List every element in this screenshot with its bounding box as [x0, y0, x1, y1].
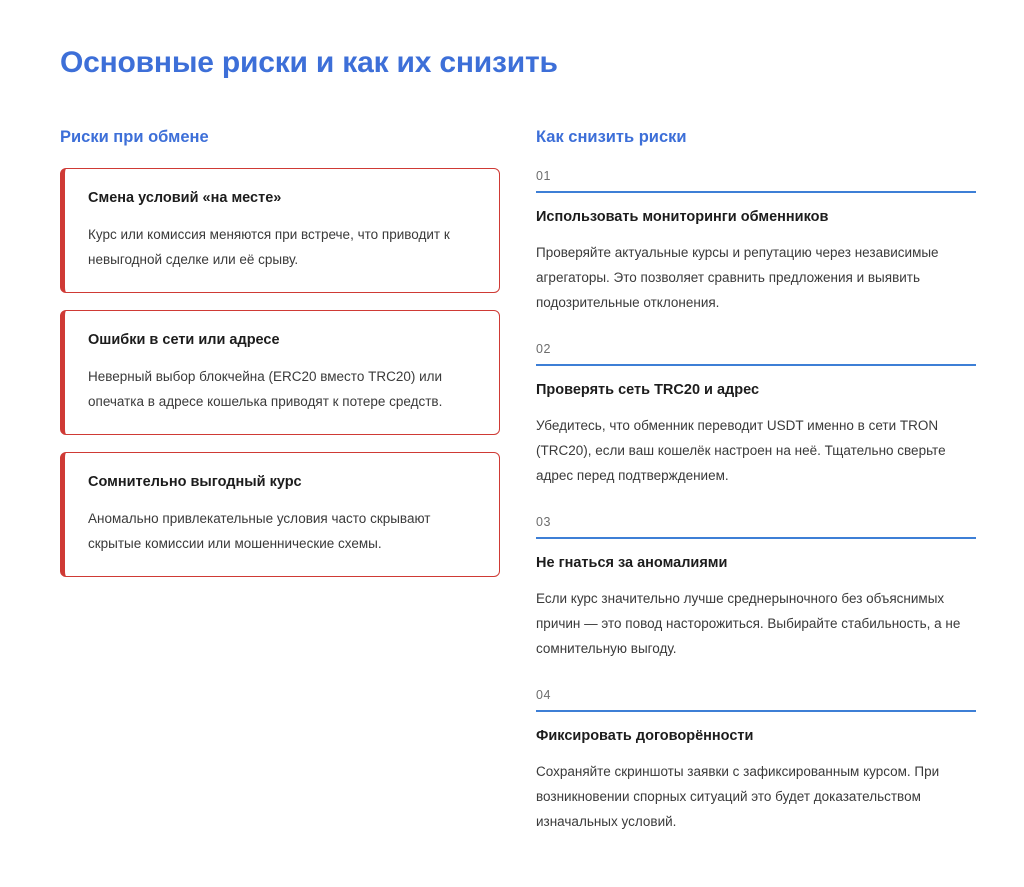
mitigation-step	[536, 514, 976, 661]
step-number: 01	[536, 168, 976, 193]
page-title: Основные риски и как их снизить	[60, 46, 558, 79]
mitigation-step-list	[536, 168, 976, 834]
risk-card-text: Аномально привлекательные условия часто скрывают скрытые комиссии или мошеннические схемы.	[88, 511, 431, 551]
content-columns	[60, 126, 964, 834]
step-text: Убедитесь, что обменник переводит USDT именно в сети TRON (TRC20), если ваш кошелёк настроен на неё. Тщательно сверьте адрес перед подтверждением.	[536, 418, 946, 483]
risk-card	[60, 168, 500, 293]
risk-card-text: Курс или комиссия меняются при встрече, что приводит к невыгодной сделке или её срыву.	[88, 227, 450, 267]
risk-card-title: Смена условий «на месте»	[88, 190, 282, 206]
mitigation-step	[536, 687, 976, 834]
mitigation-step	[536, 341, 976, 488]
step-text: Если курс значительно лучше среднерыночного без объяснимых причин — это повод насторожиться. Выбирайте стабильность, а не сомнительную выгоду.	[536, 591, 961, 656]
step-number: 02	[536, 341, 976, 366]
step-number: 03	[536, 514, 976, 539]
step-number: 04	[536, 687, 976, 712]
mitigation-column	[536, 126, 976, 834]
risks-section-heading: Риски при обмене	[60, 128, 209, 146]
risks-column	[60, 126, 500, 577]
step-title: Использовать мониторинги обменников	[536, 209, 829, 225]
risk-card	[60, 310, 500, 435]
step-title: Не гнаться за аномалиями	[536, 555, 728, 571]
risk-card	[60, 452, 500, 577]
step-title: Фиксировать договорённости	[536, 728, 754, 744]
risk-card-list	[60, 168, 500, 577]
step-text: Проверяйте актуальные курсы и репутацию через независимые агрегаторы. Это позволяет сравнить предложения и выявить подозрительные отклонения.	[536, 245, 939, 310]
mitigation-step	[536, 168, 976, 315]
risk-card-text: Неверный выбор блокчейна (ERC20 вместо TRC20) или опечатка в адресе кошелька приводят к потере средств.	[88, 369, 443, 409]
step-text: Сохраняйте скриншоты заявки с зафиксированным курсом. При возникновении спорных ситуаций это будет доказательством изначальных условий.	[536, 764, 940, 829]
mitigation-section-heading: Как снизить риски	[536, 128, 687, 146]
step-title: Проверять сеть TRC20 и адрес	[536, 382, 760, 398]
risk-card-title: Сомнительно выгодный курс	[88, 474, 302, 490]
risk-card-title: Ошибки в сети или адресе	[88, 332, 280, 348]
